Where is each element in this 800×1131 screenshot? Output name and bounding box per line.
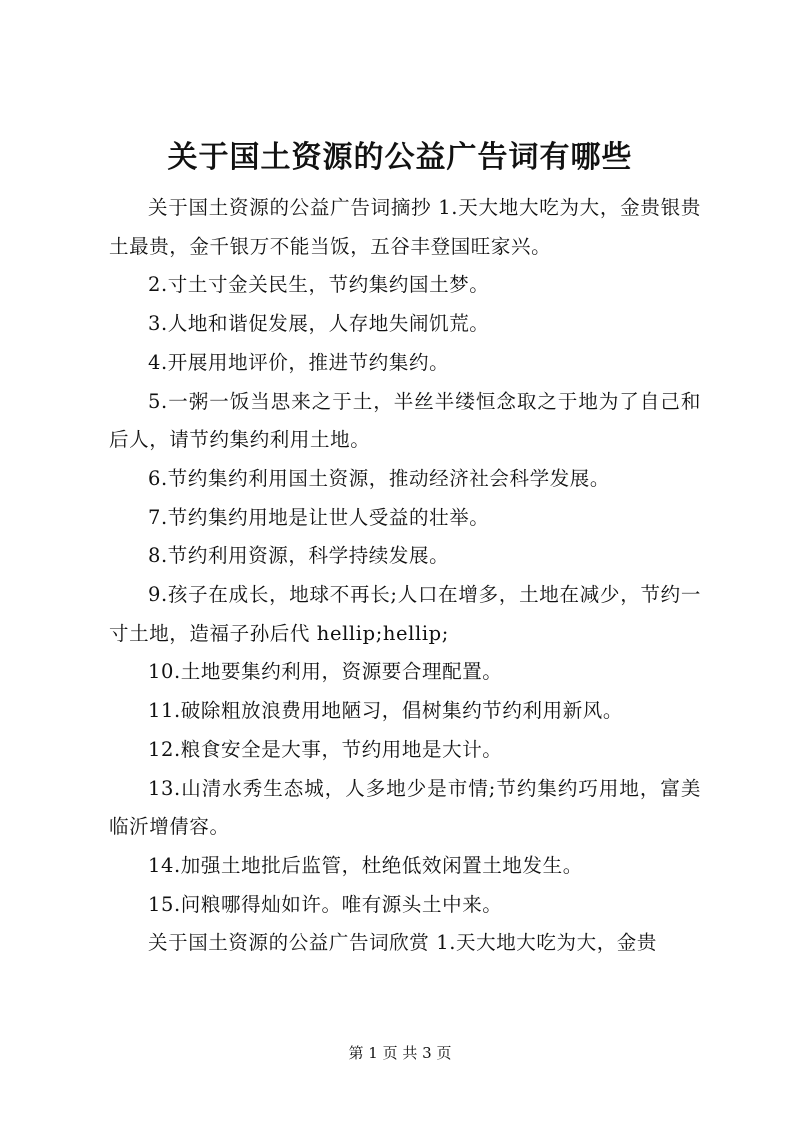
paragraph: 9.孩子在成长，地球不再长;人口在增多，土地在减少，节约一寸土地，造福子孙后代 hellip;hellip; [109, 583, 701, 645]
page-number-footer: 第 1 页 共 3 页 [348, 1044, 452, 1062]
paragraph: 11.破除粗放浪费用地陋习，倡树集约节约利用新风。 [148, 699, 624, 723]
paragraph: 7.节约集约用地是让世人受益的壮举。 [148, 505, 490, 529]
paragraph: 13.山清水秀生态城，人多地少是市情;节约集约巧用地，富美临沂增倩容。 [109, 776, 701, 839]
paragraph: 12.粮食安全是大事，节约用地是大计。 [148, 737, 503, 761]
paragraph: 15.问粮哪得灿如许。唯有源头土中来。 [148, 892, 503, 916]
paragraph: 2.寸土寸金关民生，节约集约国土梦。 [148, 273, 490, 297]
paragraph: 5.一粥一饭当思来之于土，半丝半缕恒念取之于地为了自己和后人，请节约集约利用土地。 [109, 389, 701, 452]
document-title: 关于国土资源的公益广告词有哪些 [167, 140, 633, 175]
paragraph: 关于国土资源的公益广告词欣赏 1.天大地大吃为大，金贵 [148, 931, 658, 955]
paragraph: 10.土地要集约利用，资源要合理配置。 [148, 660, 503, 684]
paragraph: 4.开展用地评价，推进节约集约。 [148, 350, 450, 374]
paragraph: 3.人地和谐促发展，人存地失闹饥荒。 [148, 312, 490, 336]
paragraph: 关于国土资源的公益广告词摘抄 1.天大地大吃为大，金贵银贵土最贵，金千银万不能当饭，五谷丰登国旺家兴。 [109, 196, 701, 258]
paragraph: 8.节约利用资源，科学持续发展。 [148, 544, 450, 568]
document-body [109, 189, 701, 963]
paragraph: 14.加强土地批后监管，杜绝低效闲置土地发生。 [148, 853, 583, 877]
paragraph: 6.节约集约利用国土资源，推动经济社会科学发展。 [148, 466, 611, 490]
